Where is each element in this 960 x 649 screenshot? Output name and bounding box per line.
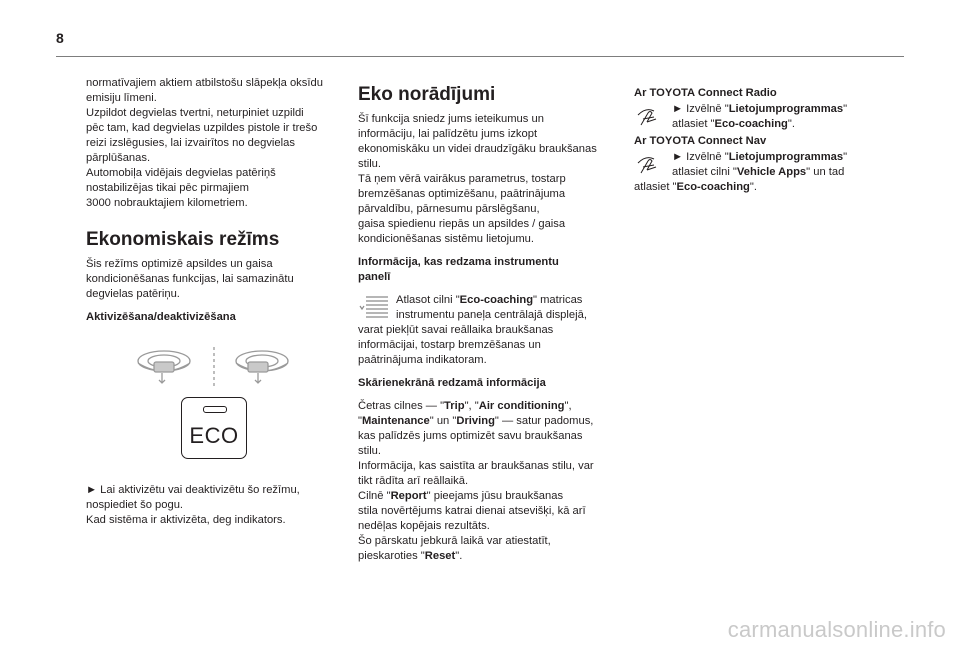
- eco-button-label: ECO: [189, 423, 239, 448]
- heading-connect-nav: Ar TOYOTA Connect Nav: [634, 135, 767, 147]
- instrument-panel-info: Atlasot cilni "Eco-coaching" matricas instrumentu paneļa centrālajā displejā, varat piekļūt savai reāllaika braukšanas informācijai, tostarp bremzēšanas un paātrinājuma indikatoram.: [358, 294, 587, 366]
- subheading-touchscreen: Skārienekrānā redzamā informācija: [358, 377, 546, 389]
- touch-hand-icon: [634, 153, 660, 177]
- eco-mode-description: Šis režīms optimizē apsildes un gaisa kondicionēšanas funkcijas, lai samazinātu degvielas patēriņu.: [86, 258, 294, 300]
- dashboard-illustration: [134, 345, 294, 389]
- section-heading-eco-coaching: Eko norādījumi: [358, 84, 496, 105]
- page-number: 8: [56, 30, 64, 46]
- touchscreen-tabs-text: Četras cilnes — "Trip", "Air conditioning", "Maintenance" un "Driving" — satur padomus, kas palīdzēs jums optimizēt savu braukšanas stilu. Informācija, kas saistīta ar braukšanas stilu, var tikt rādīta arī reāllaikā. Cilnē "Report" pieejams jūsu braukšanas stila novērtējums katrai dienai atsevišķi, kā arī nedēļas kopējais rezultāts. Šo pārskatu jebkurā laikā var atiestatīt, pieskaroties "Reset".: [358, 400, 594, 562]
- steering-wheel-illustration: [134, 345, 294, 389]
- top-rule: [56, 56, 904, 57]
- subheading-instrument-panel: Informācija, kas redzama instrumentu panelī: [358, 256, 559, 283]
- eco-button[interactable]: [181, 397, 247, 459]
- watermark: carmanualsonline.info: [727, 617, 946, 642]
- activation-instructions: ► Lai aktivizētu vai deaktivizētu šo režīmu, nospiediet šo pogu. Kad sistēma ir aktivizēta, deg indikators.: [86, 484, 300, 526]
- column-middle: [358, 84, 608, 564]
- eco-coaching-intro: Šī funkcija sniedz jums ieteikumus un informāciju, lai palīdzētu jums izkopt ekonomiskāku un videi draudzīgāku braukšanas stilu. Tā ņem vērā vairākus parametrus, tostarp bremzēšanas optimizēšanu, paātrinājuma pārvaldību, pārnesumu pārslēgšanu, gaisa spiedienu riepās un apsildes / gaisa kondicionēšanas sistēmu lietojumu.: [358, 113, 597, 245]
- nav-instruction: ► Izvēlnē "Lietojumprogrammas" atlasiet cilni "Vehicle Apps" un tad atlasiet "Eco-coaching".: [634, 151, 848, 193]
- subheading-activation: Aktivizēšana/deaktivizēšana: [86, 311, 236, 323]
- column-right: [634, 86, 884, 195]
- instrument-panel-icon: [358, 294, 388, 320]
- section-heading-eco-mode: Ekonomiskais režīms: [86, 229, 280, 250]
- heading-connect-radio: Ar TOYOTA Connect Radio: [634, 87, 777, 99]
- touch-hand-icon: [634, 105, 660, 129]
- indicator-light: [203, 406, 227, 413]
- column-left: [86, 76, 326, 528]
- radio-instruction: ► Izvēlnē "Lietojumprogrammas" atlasiet "Eco-coaching".: [634, 102, 884, 132]
- intro-text: normatīvajiem aktiem atbilstošu slāpekļa oksīdu emisiju līmeni. Uzpildot degvielas tvertni, neturpiniet uzpildi pēc tam, kad degvielas uzpildes pistole ir trešo reizi izslēgusies, lai izvairītos no degvielas pārplūšanas. Automobiļa vidējais degvielas patēriņš nostabilizējas tikai pēc pirmajiem 3000 nobrauktajiem kilometriem.: [86, 77, 323, 209]
